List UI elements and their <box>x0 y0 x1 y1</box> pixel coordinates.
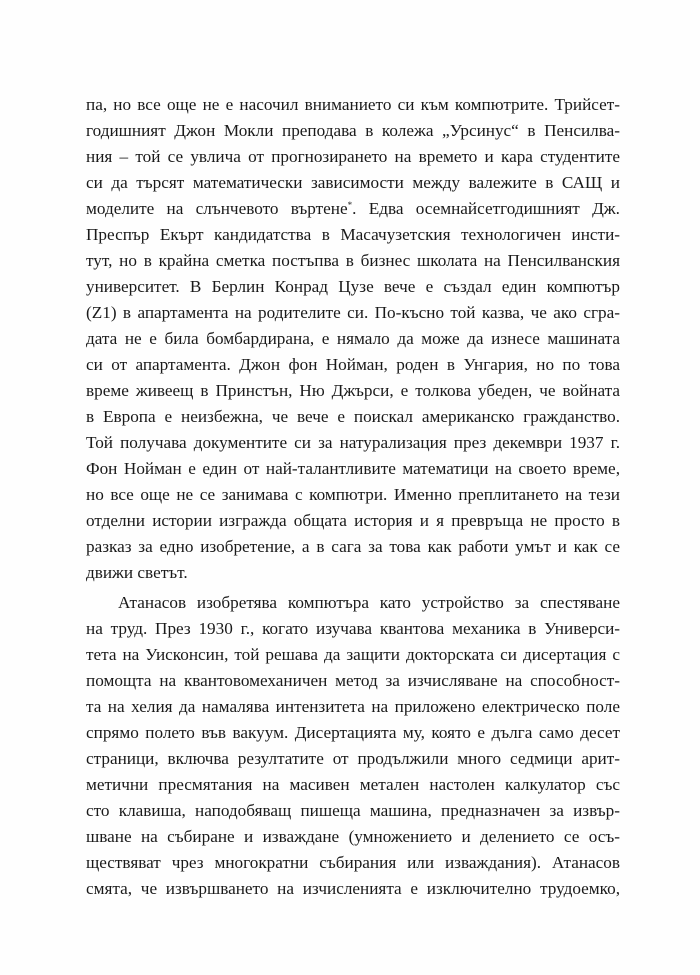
footnote-reference: * <box>347 200 353 210</box>
text-line: си да търсят математически зависимости между валежите в САЩ и <box>86 173 620 192</box>
text-line: страници, включва резултатите от продължили много седмици арит- <box>86 749 620 768</box>
text-line: спрямо полето във вакуум. Дисертацията му, която е дълга само десет <box>86 723 620 742</box>
text-line: помощта на квантовомеханичен метод за изчисляване на способност- <box>86 671 620 690</box>
text-line: в Европа е неизбежна, че вече е поискал американско гражданство. <box>86 407 620 426</box>
text-line: тета на Уисконсин, той решава да защити докторската си дисертация с <box>86 645 620 664</box>
text-line: на труд. През 1930 г., когато изучава квантова механика в Универси- <box>86 619 620 638</box>
text-line: дата не е била бомбардирана, е нямало да може да изнесе машината <box>86 329 620 348</box>
text-line: смята, че извършването на изчисленията е изключително трудоемко, <box>86 879 620 898</box>
text-line: университет. В Берлин Конрад Цузе вече е създал един компютър <box>86 277 620 296</box>
text-line: Преспър Екърт кандидатства в Масачузетския технологичен инсти- <box>86 225 620 244</box>
text-line: разказ за едно изобретение, а в сага за това как работи умът и как се <box>86 537 620 556</box>
text-line: сто клавиша, наподобяващ пишеща машина, предназначен за извър- <box>86 801 620 820</box>
text-line: ществяват чрез многократни събирания или изваждания). Атанасов <box>86 853 620 872</box>
text-line: Атанасов изобретява компютъра като устройство за спестяване <box>118 593 620 612</box>
text-line: движи светът. <box>86 563 188 582</box>
text-line: па, но все още не е насочил вниманието си към компютрите. Трийсет- <box>86 95 620 114</box>
text-line: Фон Нойман е един от най-талантливите математици на своето време, <box>86 459 620 478</box>
text-line: та на хелия да намалява интензитета на приложено електрическо поле <box>86 697 620 716</box>
text-line-with-footnote-ref <box>86 196 620 222</box>
text-line: годишният Джон Мокли преподава в колежа „Урсинус“ в Пенсилва- <box>86 121 620 140</box>
text-line: тут, но в крайна сметка постъпва в бизнес школата на Пенсилванския <box>86 251 620 270</box>
text-line: време живеещ в Принстън, Ню Джърси, е толкова убеден, че войната <box>86 381 620 400</box>
text-line: ния – той се увлича от прогнозирането на времето и кара студентите <box>86 147 620 166</box>
text-line: Той получава документите си за натурализация през декември 1937 г. <box>86 433 620 452</box>
text-segment: моделите на слънчевото въртене <box>86 199 348 218</box>
text-line: (Z1) в апартамента на родителите си. По-късно той казва, че ако сгра- <box>86 303 620 322</box>
text-line: но все още не се занимава с компютри. Именно преплитането на тези <box>86 485 620 504</box>
text-line: отделни истории изгражда общата история и я превръща не просто в <box>86 511 620 530</box>
text-line: метични пресмятания на масивен метален настолен калкулатор със <box>86 775 620 794</box>
text-line: шване на събиране и изваждане (умножението и делението се осъ- <box>86 827 620 846</box>
text-line: си от апартамента. Джон фон Нойман, роден в Унгария, но по това <box>86 355 620 374</box>
text-segment: . Едва осемнайсетгодишният Дж. <box>352 199 620 218</box>
